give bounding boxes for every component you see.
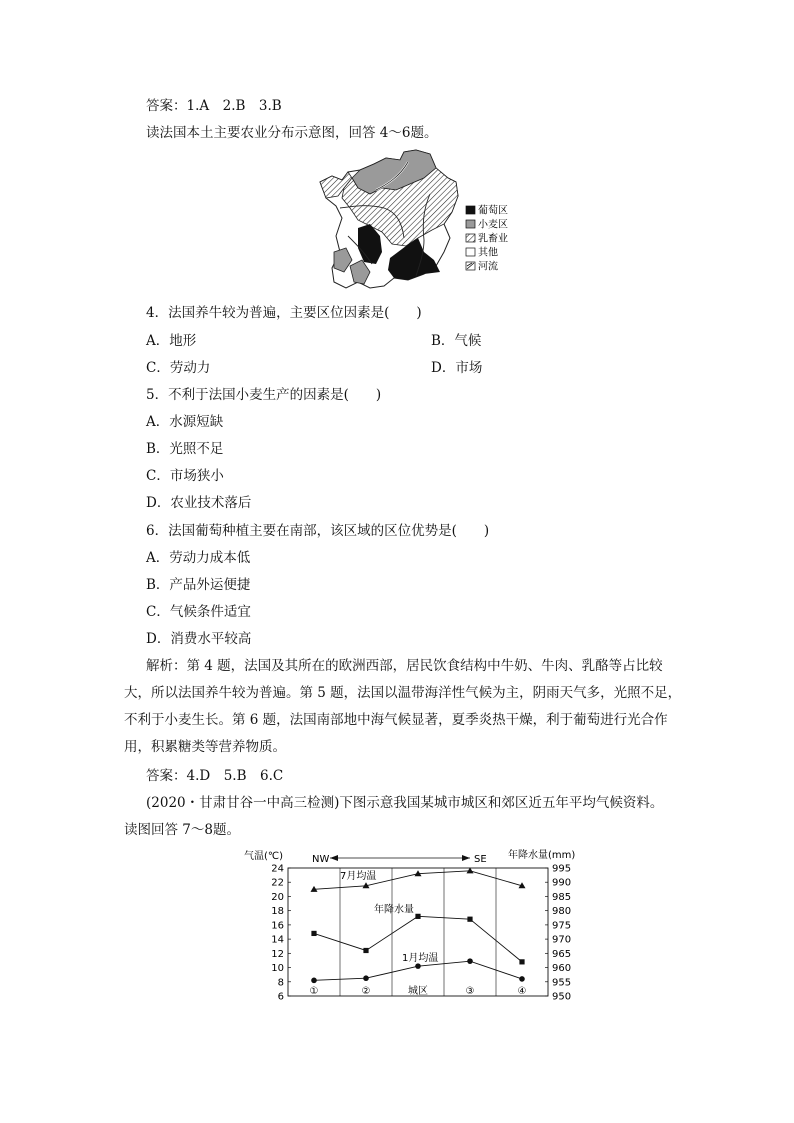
series-point: [467, 917, 472, 922]
right-tick-label: 975: [552, 920, 572, 932]
analysis-line-2: 大，所以法国养牛较为普遍。第 5 题，法国以温带海洋性气候为主，阴雨天气多，光照不足，: [124, 685, 682, 701]
france-agriculture-map: [312, 148, 532, 298]
legend-grape: 葡萄区: [478, 205, 508, 217]
right-tick-label: 960: [552, 963, 572, 975]
left-tick-label: 22: [271, 877, 284, 889]
series-label: 1月均温: [402, 953, 439, 965]
q4-option-c: C．劳动力: [146, 360, 211, 376]
series-point: [467, 958, 473, 964]
left-tick-label: 12: [271, 948, 284, 960]
climate-chart: [238, 844, 588, 1006]
series-point: [363, 948, 368, 953]
left-tick-label: 16: [271, 920, 284, 932]
category-label: 城区: [408, 986, 428, 997]
left-tick-label: 18: [271, 906, 284, 918]
analysis-line-1: 解析：第 4 题，法国及其所在的欧洲西部，居民饮食结构中牛奶、牛肉、乳酪等占比较: [146, 658, 663, 674]
y-left-label: 气温(℃): [244, 851, 284, 862]
series-point: [519, 976, 525, 982]
q5-stem: 5．不利于法国小麦生产的因素是( ): [146, 387, 382, 403]
direction-se: SE: [474, 854, 487, 865]
q5-option-d: D．农业技术落后: [146, 495, 252, 511]
direction-nw: NW: [312, 854, 330, 865]
q4-stem: 4．法国养牛较为普遍，主要区位因素是( ): [146, 305, 422, 321]
category-label: ①: [309, 986, 319, 997]
q4-option-d: D．市场: [431, 360, 483, 376]
legend-dairy: 乳畜业: [478, 233, 508, 245]
series-point: [415, 914, 420, 919]
y-right-label: 年降水量(mm): [508, 850, 576, 861]
q6-option-a: A．劳动力成本低: [146, 550, 251, 566]
series-label: 7月均温: [340, 870, 377, 882]
analysis-line-3: 不利于小麦生长。第 6 题，法国南部地中海气候显著，夏季炎热干燥，利于葡萄进行光合作: [124, 712, 668, 728]
series-point: [415, 963, 421, 969]
answer-line-2: 答案：4.D 5.B 6.C: [146, 768, 284, 784]
series-point: [311, 931, 316, 936]
analysis-line-4: 用，积累糖类等营养物质。: [124, 739, 286, 755]
legend-other: 其他: [478, 247, 498, 259]
legend-river: 河流: [478, 261, 498, 273]
q4-option-b: B．气候: [431, 333, 482, 349]
series-point: [519, 959, 524, 964]
legend-wheat: 小麦区: [478, 219, 508, 231]
left-tick-label: 24: [271, 863, 284, 875]
q4-option-a: A．地形: [146, 333, 197, 349]
right-tick-label: 995: [552, 863, 572, 875]
category-label: ③: [465, 986, 475, 997]
right-tick-label: 965: [552, 948, 572, 960]
category-label: ④: [517, 986, 527, 997]
map-intro: 读法国本土主要农业分布示意图，回答 4～6题。: [146, 125, 438, 141]
q5-option-a: A．水源短缺: [146, 414, 224, 430]
q6-option-c: C．气候条件适宜: [146, 604, 251, 620]
chart-intro-2: 读图回答 7～8题。: [124, 822, 240, 838]
plot-frame: [288, 868, 548, 996]
map-legend: [466, 204, 508, 273]
left-tick-label: 10: [271, 963, 284, 975]
left-tick-label: 14: [271, 934, 284, 946]
series-label: 年降水量: [374, 904, 414, 916]
left-tick-label: 6: [277, 991, 284, 1003]
chart-intro-1: (2020・甘肃甘谷一中高三检测)下图示意我国某城市城区和郊区近五年平均气候资料。: [146, 795, 664, 811]
answer-line-1: 答案：1.A 2.B 3.B: [146, 98, 282, 114]
right-tick-label: 955: [552, 977, 572, 989]
q5-option-c: C．市场狭小: [146, 468, 224, 484]
q6-stem: 6．法国葡萄种植主要在南部，该区域的区位优势是( ): [146, 523, 490, 539]
right-tick-label: 985: [552, 891, 572, 903]
category-label: ②: [361, 986, 371, 997]
left-tick-label: 8: [277, 977, 284, 989]
series-point: [363, 975, 369, 981]
left-tick-label: 20: [271, 891, 284, 903]
right-tick-label: 980: [552, 906, 572, 918]
right-tick-label: 990: [552, 877, 572, 889]
q6-option-d: D．消费水平较高: [146, 631, 252, 647]
right-tick-label: 970: [552, 934, 572, 946]
q5-option-b: B．光照不足: [146, 441, 224, 457]
q6-option-b: B．产品外运便捷: [146, 577, 251, 593]
right-tick-label: 950: [552, 991, 572, 1003]
series-point: [311, 978, 317, 984]
